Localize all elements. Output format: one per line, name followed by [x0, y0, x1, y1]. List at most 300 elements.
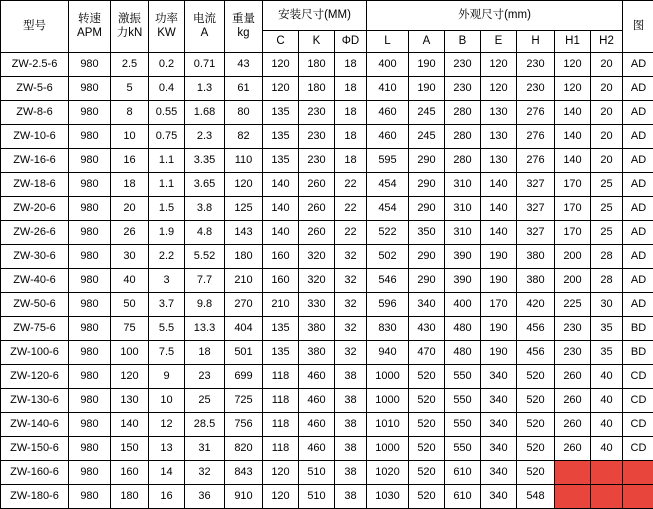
cell-speed: 980: [69, 461, 111, 485]
cell-D: 18: [335, 149, 367, 173]
header-force: [111, 1, 149, 53]
cell-H2: 28: [591, 245, 623, 269]
cell-B: 280: [445, 125, 481, 149]
cell-K: 460: [299, 389, 335, 413]
cell-current: 36: [185, 485, 225, 509]
cell-force: 160: [111, 461, 149, 485]
cell-model: ZW-130-6: [1, 389, 69, 413]
cell-fig: AD: [623, 77, 653, 101]
cell-current: 31: [185, 437, 225, 461]
cell-fig: AD: [623, 53, 653, 77]
cell-power: 5.5: [149, 317, 185, 341]
cell-H: 276: [517, 125, 555, 149]
cell-current: 0.71: [185, 53, 225, 77]
cell-B: 230: [445, 77, 481, 101]
cell-model: ZW-50-6: [1, 293, 69, 317]
cell-A: 430: [409, 317, 445, 341]
cell-weight: 43: [225, 53, 263, 77]
cell-power: 0.75: [149, 125, 185, 149]
cell-force: 5: [111, 77, 149, 101]
cell-A: 520: [409, 437, 445, 461]
cell-force: 100: [111, 341, 149, 365]
header-sub-A: A: [409, 31, 445, 53]
cell-model: ZW-16-6: [1, 149, 69, 173]
cell-H: 520: [517, 389, 555, 413]
table-row: [1, 77, 653, 101]
cell-L: 460: [367, 101, 409, 125]
cell-speed: 980: [69, 173, 111, 197]
cell-H1: 170: [555, 197, 591, 221]
cell-speed: 980: [69, 413, 111, 437]
cell-force: 50: [111, 293, 149, 317]
cell-K: 230: [299, 149, 335, 173]
cell-current: 4.8: [185, 221, 225, 245]
cell-H2: 20: [591, 125, 623, 149]
header-weight: [225, 1, 263, 53]
cell-D: 38: [335, 461, 367, 485]
cell-B: 230: [445, 53, 481, 77]
cell-E: 130: [481, 149, 517, 173]
cell-weight: 80: [225, 101, 263, 125]
cell-L: 940: [367, 341, 409, 365]
cell-speed: 980: [69, 125, 111, 149]
cell-E: 140: [481, 173, 517, 197]
cell-force: 140: [111, 413, 149, 437]
cell-H: 380: [517, 269, 555, 293]
cell-A: 340: [409, 293, 445, 317]
cell-force: 20: [111, 197, 149, 221]
cell-A: 290: [409, 245, 445, 269]
cell-A: 520: [409, 389, 445, 413]
cell-L: 502: [367, 245, 409, 269]
cell-H2: 28: [591, 269, 623, 293]
table-row: [1, 101, 653, 125]
cell-E: 130: [481, 125, 517, 149]
cell-power: 9: [149, 365, 185, 389]
cell-C: 140: [263, 173, 299, 197]
cell-C: 118: [263, 413, 299, 437]
cell-current: 13.3: [185, 317, 225, 341]
table-row: [1, 245, 653, 269]
cell-H1: 170: [555, 221, 591, 245]
cell-H: 456: [517, 341, 555, 365]
cell-K: 180: [299, 77, 335, 101]
cell-H1: [555, 461, 591, 485]
cell-fig: AD: [623, 221, 653, 245]
cell-current: 2.3: [185, 125, 225, 149]
cell-D: 18: [335, 53, 367, 77]
cell-B: 310: [445, 197, 481, 221]
cell-weight: 270: [225, 293, 263, 317]
cell-fig: [623, 485, 653, 509]
cell-H: 520: [517, 413, 555, 437]
cell-C: 140: [263, 197, 299, 221]
cell-H: 420: [517, 293, 555, 317]
cell-E: 120: [481, 77, 517, 101]
cell-A: 520: [409, 413, 445, 437]
cell-A: 520: [409, 365, 445, 389]
cell-B: 610: [445, 485, 481, 509]
cell-D: 32: [335, 245, 367, 269]
cell-weight: 143: [225, 221, 263, 245]
cell-power: 3.7: [149, 293, 185, 317]
cell-A: 290: [409, 197, 445, 221]
cell-fig: AD: [623, 269, 653, 293]
header-sub-H1: H1: [555, 31, 591, 53]
cell-L: 522: [367, 221, 409, 245]
cell-speed: 980: [69, 293, 111, 317]
cell-H1: 225: [555, 293, 591, 317]
cell-K: 380: [299, 341, 335, 365]
cell-A: 520: [409, 485, 445, 509]
cell-K: 510: [299, 461, 335, 485]
cell-speed: 980: [69, 245, 111, 269]
cell-L: 1000: [367, 365, 409, 389]
cell-H: 276: [517, 149, 555, 173]
cell-L: 410: [367, 77, 409, 101]
cell-model: ZW-120-6: [1, 365, 69, 389]
cell-weight: 82: [225, 125, 263, 149]
cell-fig: [623, 461, 653, 485]
cell-B: 390: [445, 269, 481, 293]
cell-H2: 25: [591, 221, 623, 245]
cell-current: 7.7: [185, 269, 225, 293]
header-current-line2: A: [185, 27, 224, 40]
cell-D: 38: [335, 437, 367, 461]
cell-force: 150: [111, 437, 149, 461]
cell-H: 520: [517, 461, 555, 485]
cell-H2: 25: [591, 197, 623, 221]
cell-B: 400: [445, 293, 481, 317]
cell-A: 290: [409, 269, 445, 293]
cell-K: 330: [299, 293, 335, 317]
cell-speed: 980: [69, 53, 111, 77]
cell-model: ZW-40-6: [1, 269, 69, 293]
cell-weight: 210: [225, 269, 263, 293]
cell-C: 160: [263, 245, 299, 269]
cell-L: 400: [367, 53, 409, 77]
cell-E: 120: [481, 53, 517, 77]
cell-force: 10: [111, 125, 149, 149]
table-row: [1, 149, 653, 173]
cell-H2: 25: [591, 173, 623, 197]
cell-K: 230: [299, 125, 335, 149]
cell-fig: AD: [623, 197, 653, 221]
cell-fig: CD: [623, 365, 653, 389]
cell-H: 230: [517, 77, 555, 101]
cell-model: ZW-2.5-6: [1, 53, 69, 77]
cell-L: 1020: [367, 461, 409, 485]
cell-A: 245: [409, 101, 445, 125]
cell-E: 190: [481, 269, 517, 293]
cell-D: 22: [335, 173, 367, 197]
cell-H: 548: [517, 485, 555, 509]
cell-force: 2.5: [111, 53, 149, 77]
header-sub-K: K: [299, 31, 335, 53]
cell-L: 596: [367, 293, 409, 317]
cell-L: 454: [367, 197, 409, 221]
cell-speed: 980: [69, 437, 111, 461]
cell-weight: 125: [225, 197, 263, 221]
cell-weight: 404: [225, 317, 263, 341]
table-row: [1, 53, 653, 77]
cell-speed: 980: [69, 341, 111, 365]
cell-C: 135: [263, 101, 299, 125]
header-weight-line1: 重量: [225, 13, 262, 26]
cell-E: 140: [481, 221, 517, 245]
header-sub-D: ΦD: [335, 31, 367, 53]
cell-weight: 910: [225, 485, 263, 509]
cell-model: ZW-5-6: [1, 77, 69, 101]
cell-E: 340: [481, 365, 517, 389]
cell-E: 340: [481, 389, 517, 413]
cell-L: 460: [367, 125, 409, 149]
cell-model: ZW-18-6: [1, 173, 69, 197]
cell-C: 120: [263, 77, 299, 101]
cell-power: 3: [149, 269, 185, 293]
cell-fig: CD: [623, 437, 653, 461]
cell-model: ZW-160-6: [1, 461, 69, 485]
header-current: [185, 1, 225, 53]
cell-E: 340: [481, 413, 517, 437]
cell-E: 340: [481, 461, 517, 485]
cell-A: 290: [409, 173, 445, 197]
cell-current: 1.3: [185, 77, 225, 101]
cell-B: 480: [445, 341, 481, 365]
cell-B: 390: [445, 245, 481, 269]
cell-K: 260: [299, 173, 335, 197]
cell-K: 510: [299, 485, 335, 509]
cell-D: 32: [335, 269, 367, 293]
table-row: [1, 389, 653, 413]
cell-D: 38: [335, 365, 367, 389]
cell-E: 190: [481, 245, 517, 269]
cell-H2: 40: [591, 413, 623, 437]
cell-power: 2.2: [149, 245, 185, 269]
cell-force: 18: [111, 173, 149, 197]
cell-L: 1000: [367, 437, 409, 461]
cell-model: ZW-180-6: [1, 485, 69, 509]
cell-L: 830: [367, 317, 409, 341]
cell-E: 190: [481, 341, 517, 365]
cell-weight: 820: [225, 437, 263, 461]
cell-K: 460: [299, 365, 335, 389]
cell-speed: 980: [69, 485, 111, 509]
cell-H: 380: [517, 245, 555, 269]
cell-E: 340: [481, 437, 517, 461]
cell-power: 1.9: [149, 221, 185, 245]
cell-B: 550: [445, 437, 481, 461]
cell-model: ZW-26-6: [1, 221, 69, 245]
cell-model: ZW-75-6: [1, 317, 69, 341]
cell-fig: AD: [623, 173, 653, 197]
cell-K: 180: [299, 53, 335, 77]
cell-C: 135: [263, 317, 299, 341]
header-power-line1: 功率: [149, 13, 184, 26]
cell-K: 320: [299, 245, 335, 269]
cell-K: 380: [299, 317, 335, 341]
cell-current: 3.65: [185, 173, 225, 197]
cell-A: 470: [409, 341, 445, 365]
table-row: [1, 341, 653, 365]
cell-weight: 699: [225, 365, 263, 389]
cell-H1: 200: [555, 245, 591, 269]
header-sub-H: H: [517, 31, 555, 53]
cell-H2: 20: [591, 101, 623, 125]
table-row: [1, 269, 653, 293]
cell-weight: 61: [225, 77, 263, 101]
cell-C: 118: [263, 365, 299, 389]
cell-weight: 110: [225, 149, 263, 173]
cell-power: 1.1: [149, 173, 185, 197]
cell-K: 320: [299, 269, 335, 293]
cell-model: ZW-30-6: [1, 245, 69, 269]
header-power: [149, 1, 185, 53]
cell-D: 38: [335, 485, 367, 509]
cell-H1: 260: [555, 413, 591, 437]
cell-speed: 980: [69, 149, 111, 173]
cell-weight: 180: [225, 245, 263, 269]
cell-power: 0.2: [149, 53, 185, 77]
cell-D: 32: [335, 293, 367, 317]
cell-force: 26: [111, 221, 149, 245]
cell-weight: 756: [225, 413, 263, 437]
cell-speed: 980: [69, 197, 111, 221]
cell-B: 310: [445, 221, 481, 245]
cell-power: 10: [149, 389, 185, 413]
header-force-line1: 激振: [111, 13, 148, 26]
table-row: [1, 197, 653, 221]
cell-force: 16: [111, 149, 149, 173]
cell-power: 14: [149, 461, 185, 485]
cell-L: 1000: [367, 389, 409, 413]
header-outline-dimensions: 外观尺寸(mm): [367, 1, 623, 31]
cell-H: 327: [517, 197, 555, 221]
cell-C: 120: [263, 461, 299, 485]
header-sub-B: B: [445, 31, 481, 53]
header-power-line2: KW: [149, 27, 184, 40]
cell-H2: [591, 485, 623, 509]
header-sub-E: E: [481, 31, 517, 53]
cell-C: 210: [263, 293, 299, 317]
cell-speed: 980: [69, 269, 111, 293]
header-force-line2: 力kN: [111, 27, 148, 40]
cell-power: 13: [149, 437, 185, 461]
cell-C: 135: [263, 125, 299, 149]
cell-B: 280: [445, 149, 481, 173]
cell-E: 170: [481, 293, 517, 317]
cell-C: 140: [263, 221, 299, 245]
cell-E: 190: [481, 317, 517, 341]
cell-H1: 230: [555, 317, 591, 341]
cell-H: 456: [517, 317, 555, 341]
cell-weight: 120: [225, 173, 263, 197]
cell-D: 32: [335, 317, 367, 341]
table-header: [1, 1, 653, 53]
table-row: [1, 125, 653, 149]
cell-speed: 980: [69, 221, 111, 245]
cell-D: 22: [335, 197, 367, 221]
header-model: 型号: [1, 1, 69, 53]
cell-current: 9.8: [185, 293, 225, 317]
cell-C: 160: [263, 269, 299, 293]
cell-B: 550: [445, 365, 481, 389]
cell-D: 18: [335, 101, 367, 125]
cell-L: 546: [367, 269, 409, 293]
cell-H2: 20: [591, 53, 623, 77]
cell-H2: [591, 461, 623, 485]
cell-model: ZW-10-6: [1, 125, 69, 149]
cell-weight: 843: [225, 461, 263, 485]
header-weight-line2: kg: [225, 27, 262, 40]
header-sub-H2: H2: [591, 31, 623, 53]
cell-H1: 230: [555, 341, 591, 365]
cell-fig: AD: [623, 125, 653, 149]
table-row: [1, 485, 653, 509]
cell-H1: 260: [555, 389, 591, 413]
cell-H2: 30: [591, 293, 623, 317]
cell-A: 290: [409, 149, 445, 173]
cell-K: 460: [299, 413, 335, 437]
header-current-line1: 电流: [185, 13, 224, 26]
cell-H2: 40: [591, 365, 623, 389]
cell-H1: 260: [555, 437, 591, 461]
cell-H1: [555, 485, 591, 509]
header-speed-line2: APM: [69, 27, 110, 40]
cell-L: 595: [367, 149, 409, 173]
cell-A: 520: [409, 461, 445, 485]
cell-A: 245: [409, 125, 445, 149]
cell-E: 340: [481, 485, 517, 509]
cell-force: 40: [111, 269, 149, 293]
cell-B: 310: [445, 173, 481, 197]
cell-fig: AD: [623, 245, 653, 269]
cell-K: 260: [299, 221, 335, 245]
cell-weight: 501: [225, 341, 263, 365]
cell-B: 480: [445, 317, 481, 341]
header-figure: 图: [623, 1, 653, 53]
table-row: [1, 413, 653, 437]
cell-fig: BD: [623, 341, 653, 365]
cell-K: 230: [299, 101, 335, 125]
cell-weight: 725: [225, 389, 263, 413]
cell-L: 1010: [367, 413, 409, 437]
cell-D: 18: [335, 125, 367, 149]
cell-C: 135: [263, 149, 299, 173]
cell-power: 1.5: [149, 197, 185, 221]
cell-H1: 200: [555, 269, 591, 293]
cell-H1: 170: [555, 173, 591, 197]
cell-H1: 260: [555, 365, 591, 389]
header-sub-C: C: [263, 31, 299, 53]
cell-A: 350: [409, 221, 445, 245]
cell-H2: 35: [591, 341, 623, 365]
cell-C: 118: [263, 389, 299, 413]
cell-fig: BD: [623, 317, 653, 341]
header-speed-line1: 转速: [69, 13, 110, 26]
cell-current: 1.68: [185, 101, 225, 125]
cell-power: 0.4: [149, 77, 185, 101]
cell-current: 3.8: [185, 197, 225, 221]
cell-B: 550: [445, 389, 481, 413]
cell-L: 1030: [367, 485, 409, 509]
cell-E: 140: [481, 197, 517, 221]
cell-H: 520: [517, 365, 555, 389]
cell-model: ZW-100-6: [1, 341, 69, 365]
cell-power: 12: [149, 413, 185, 437]
cell-current: 5.52: [185, 245, 225, 269]
cell-speed: 980: [69, 101, 111, 125]
